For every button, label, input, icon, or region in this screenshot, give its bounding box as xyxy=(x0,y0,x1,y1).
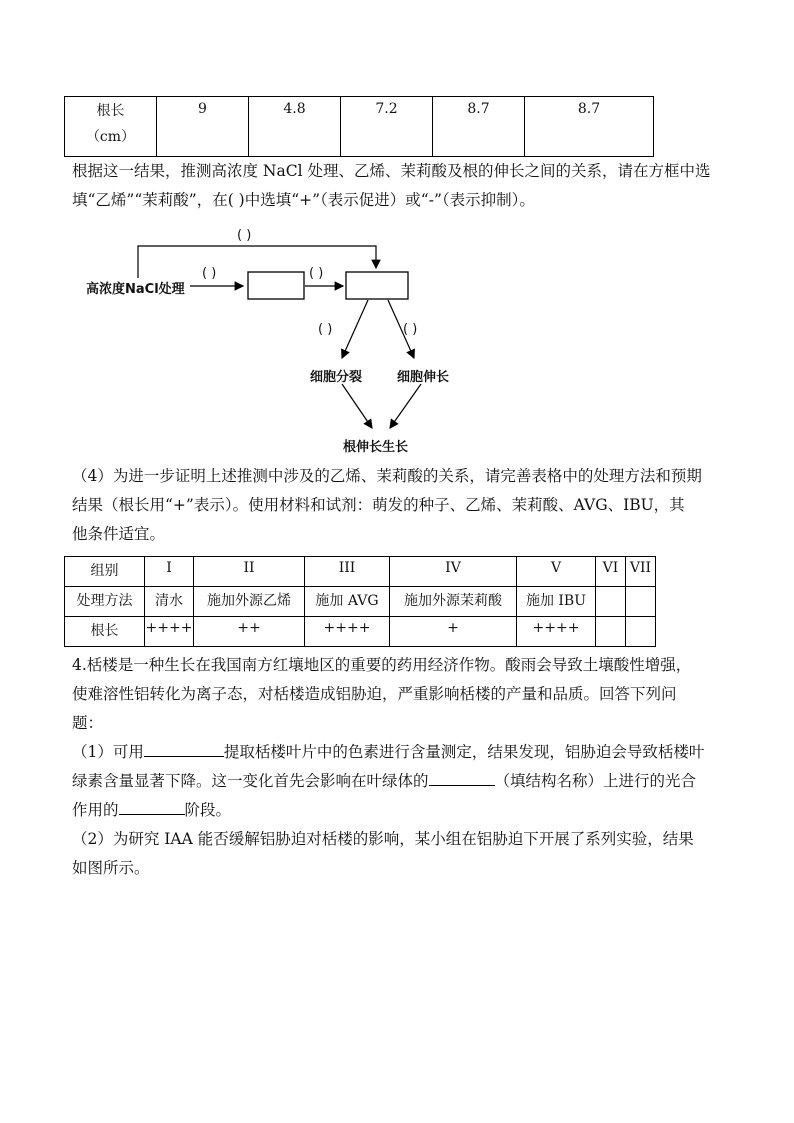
treatment-cell: 处理方法 xyxy=(65,587,145,617)
paren-top: ( ) xyxy=(237,228,252,243)
paragraph-line: 题： xyxy=(72,714,104,732)
header-cell: VII xyxy=(626,557,656,587)
text-span: 作用的 xyxy=(72,801,119,819)
header-cell: II xyxy=(194,557,305,587)
text-span: 提取栝楼叶片中的色素进行含量测定，结果发现，铝胁迫会导致栝楼叶 xyxy=(223,743,705,761)
root-length-cell: 根长 xyxy=(65,617,145,647)
root-length-cell: ++++ xyxy=(305,617,390,647)
paragraph-line: 4.栝楼是一种生长在我国南方红壤地区的重要的药用经济作物。酸雨会导致土壤酸性增强， xyxy=(72,656,692,674)
value-cell: 8.7 xyxy=(525,97,654,157)
paragraph-line: 他条件适宜。 xyxy=(72,525,166,543)
node-cell-elongation: 细胞伸长 xyxy=(397,370,450,385)
question-4-paragraph xyxy=(72,462,727,549)
treatment-cell: 施加外源茉莉酸 xyxy=(390,587,517,617)
answer-blank-2[interactable] xyxy=(429,769,495,786)
root-length-cell: ++++ xyxy=(145,617,194,647)
paren-source-box1: ( ) xyxy=(202,266,217,281)
header-cell: V xyxy=(517,557,596,587)
paragraph-line: （4）为进一步证明上述推测中涉及的乙烯、茉莉酸的关系，请完善表格中的处理方法和预期 xyxy=(72,467,702,485)
row-label-line2: （cm） xyxy=(85,129,136,145)
paren-left-branch: ( ) xyxy=(318,322,333,337)
subquestion-1-line2 xyxy=(72,767,727,796)
paragraph-line: 使难溶性铝转化为离子态，对栝楼造成铝胁迫，严重影响栝楼的产量和品质。回答下列问 xyxy=(72,685,677,703)
root-length-cell: ++ xyxy=(194,617,305,647)
treatment-table xyxy=(64,556,656,647)
paren-right-branch: ( ) xyxy=(403,322,418,337)
treatment-cell-blank xyxy=(596,587,626,617)
value-cell: 4.8 xyxy=(249,97,341,157)
root-length-cell: + xyxy=(390,617,517,647)
paragraph-line: 填“乙烯”“茉莉酸”，在( )中选填“+”（表示促进）或“-”（表示抑制）。 xyxy=(72,191,535,209)
subquestion-1-line3 xyxy=(72,796,727,825)
value-cell: 8.7 xyxy=(433,97,525,157)
answer-blank-3[interactable] xyxy=(119,798,185,815)
question-4-block xyxy=(72,651,727,883)
text-span: 绿素含量显著下降。这一变化首先会影响在叶绿体的 xyxy=(72,772,429,790)
paragraph-line: 根据这一结果，推测高浓度 NaCl 处理、乙烯、茉莉酸及根的伸长之间的关系，请在方框中选 xyxy=(72,162,711,180)
blank-box-2 xyxy=(346,272,408,299)
subquestion-2-line2: 如图所示。 xyxy=(72,859,150,877)
root-length-cell: ++++ xyxy=(517,617,596,647)
root-length-cell-blank xyxy=(626,617,656,647)
header-cell: VI xyxy=(596,557,626,587)
node-cell-division: 细胞分裂 xyxy=(310,370,363,385)
treatment-cell-blank xyxy=(626,587,656,617)
treatment-cell: 施加外源乙烯 xyxy=(194,587,305,617)
text-span: （1）可用 xyxy=(72,743,144,761)
blank-box-1 xyxy=(248,272,304,299)
treatment-cell: 施加 AVG xyxy=(305,587,390,617)
text-span: 阶段。 xyxy=(184,801,232,819)
text-span: （填结构名称）上进行的光合 xyxy=(494,772,697,790)
value-cell: 9 xyxy=(157,97,249,157)
answer-blank-1[interactable] xyxy=(144,740,224,757)
source-label: 高浓度NaCl处理 xyxy=(86,282,185,297)
header-cell: III xyxy=(305,557,390,587)
header-cell: IV xyxy=(390,557,517,587)
value-cell: 7.2 xyxy=(341,97,433,157)
subquestion-1-line1 xyxy=(72,738,727,767)
root-length-cell-blank xyxy=(596,617,626,647)
header-cell: I xyxy=(145,557,194,587)
treatment-cell: 施加 IBU xyxy=(517,587,596,617)
subquestion-2-line1: （2）为研究 IAA 能否缓解铝胁迫对栝楼的影响，某小组在铝胁迫下开展了系列实验，结果 xyxy=(72,830,694,848)
row-label-line1: 根长 xyxy=(96,103,125,119)
diagram-arrows xyxy=(0,0,794,460)
treatment-cell: 清水 xyxy=(145,587,194,617)
paragraph-line: 结果（根长用“+”表示）。使用材料和试剂：萌发的种子、乙烯、茉莉酸、AVG、IBU，其 xyxy=(72,496,685,514)
node-root-growth: 根伸长生长 xyxy=(343,440,409,455)
paren-box1-box2: ( ) xyxy=(309,266,324,281)
header-cell: 组别 xyxy=(65,557,145,587)
